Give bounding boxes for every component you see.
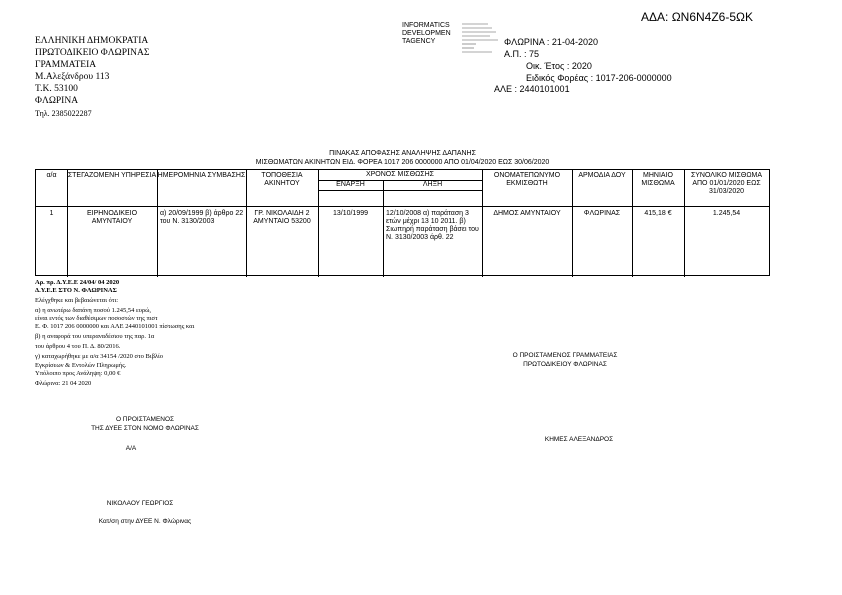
document-date: ΦΛΩΡΙΝΑ : 21-04-2020 xyxy=(504,37,598,47)
expense-table xyxy=(35,169,770,276)
col-header-total: ΣΥΝΟΛΙΚΟ ΜΙΣΘΩΜΑ ΑΠΟ 01/01/2020 ΕΩΣ 31/03/2020 xyxy=(690,172,763,195)
left-sig-title1: Ο ΠΡΟΙΣΤΑΜΕΝΟΣ xyxy=(115,416,175,423)
col-header-doy: ΑΡΜΟΔΙΑ ΔΟΥ xyxy=(578,172,626,179)
col-header-aa: α/α xyxy=(46,172,57,179)
protocol-number: Α.Π. : 75 xyxy=(504,49,540,59)
fiscal-year: Οικ. Έτος : 2020 xyxy=(526,61,592,71)
col-header-lessor: ΟΝΟΜΑΤΕΠΩΝΥΜΟ ΕΚΜΙΣΘΩΤΗ xyxy=(493,172,561,187)
row-doy: ΦΛΩΡΙΝΑΣ xyxy=(583,210,621,217)
col-header-location: ΤΟΠΟΘΕΣΙΑ ΑΚΙΝΗΤΟΥ xyxy=(261,172,303,187)
left-sig-title2: ΤΗΣ ΔΥΕΕ ΣΤΟΝ ΝΟΜΟ ΦΛΩΡΙΝΑΣ xyxy=(91,425,199,432)
digital-signature-line2: DEVELOPMEN xyxy=(402,30,451,37)
letterhead-republic: ΕΛΛΗΝΙΚΗ ΔΗΜΟΚΡΑΤΙΑ xyxy=(35,36,149,46)
note-b: β) η αναφορά του υπεραναδέσιου της παρ. 1α xyxy=(35,333,155,340)
col-header-duration: ΧΡΟΝΟΣ ΜΙΣΘΩΣΗΣ xyxy=(365,171,435,178)
row-start: 13/10/1999 xyxy=(332,210,369,217)
table-title: ΠΙΝΑΚΑΣ ΑΠΟΦΑΣΗΣ ΑΝΑΛΗΨΗΣ ΔΑΠΑΝΗΣ xyxy=(329,150,476,157)
note-date: Φλώρινα: 21 04 2020 xyxy=(35,380,92,387)
letterhead-postal-code: Τ.Κ. 53100 xyxy=(35,84,78,94)
digital-signature-stamp xyxy=(462,22,502,56)
right-sig-name: ΚΗΜΕΣ ΑΛΕΞΑΝΔΡΟΣ xyxy=(544,436,614,443)
note-b2: του άρθρου 4 του Π. Δ. 80/2016. xyxy=(35,343,121,350)
ale-code: ΑΛΕ : 2440101001 xyxy=(494,84,570,94)
note-a: α) η ανωτέρω δαπάνη ποσού 1.245,54 ευρώ, xyxy=(35,307,152,314)
left-sig-name: ΝΙΚΟΛΑΟΥ ΓΕΩΡΓΙΟΣ xyxy=(106,500,174,507)
row-lessor: ΔΗΜΟΣ ΑΜΥΝΤΑΙΟΥ xyxy=(493,210,561,217)
letterhead-court: ΠΡΩΤΟΔΙΚΕΙΟ ΦΛΩΡΙΝΑΣ xyxy=(35,48,150,58)
note-dyee: Δ.Υ.Ε.Ε ΣΤΟ Ν. ΦΛΩΡΙΝΑΣ xyxy=(35,287,117,294)
digital-signature-line3: TAGENCY xyxy=(402,38,436,45)
row-aa: 1 xyxy=(49,210,54,217)
row-rent: 415,18 € xyxy=(644,210,672,217)
left-sig-desc: Κατ/ση στην ΔΥΕΕ Ν. Φλώρινας xyxy=(98,518,192,525)
row-total: 1.245,54 xyxy=(712,210,741,217)
note-protocol: Αρ. πρ. Δ.Υ.Ε.Ε 24/04/ 04 2020 xyxy=(35,279,120,286)
letterhead-address: Μ.Αλεξάνδρου 113 xyxy=(35,72,110,82)
note-c: γ) καταχωρήθηκε με α/α 34154 /2020 στο Βιβλίο xyxy=(35,353,164,360)
col-header-contract-date: ΗΜΕΡΟΜΗΝΙΑ ΣΥΜΒΑΣΗΣ xyxy=(157,172,246,179)
ada-code: ΑΔΑ: ΩΝ6Ν4Ζ6-5ΩΚ xyxy=(641,10,753,24)
note-remaining: Υπόλοιπο προς Ανάληψη: 0,00 € xyxy=(35,370,121,377)
special-body: Ειδικός Φορέας : 1017-206-0000000 xyxy=(526,73,672,83)
col-header-end: ΛΗΞΗ xyxy=(422,181,443,188)
left-sig-aa: Α/Α xyxy=(125,445,137,452)
digital-signature-scribble xyxy=(462,22,502,56)
right-sig-title1: Ο ΠΡΟΙΣΤΑΜΕΝΟΣ ΓΡΑΜΜΑΤΕΙΑΣ xyxy=(512,352,618,359)
col-header-rent: ΜΗΝΙΑΙΟ ΜΙΣΘΩΜΑ xyxy=(641,172,675,187)
row-end: 12/10/2008 α) παράταση 3 ετών μέχρι 13 10 2011. β) Σιωπηρή παράταση βάσει του Ν. 3130/2003 άρθ. 22 xyxy=(386,210,479,241)
letterhead-secretariat: ΓΡΑΜΜΑΤΕΙΑ xyxy=(35,60,97,70)
note-c2: Εγκρίσεων & Εντολών Πληρωμής. xyxy=(35,362,127,369)
row-contract-date: α) 20/09/1999 β) άρθρο 22 του Ν. 3130/2003 xyxy=(160,210,244,225)
note-verified: Ελέγχθηκε και βεβαιώνεται ότι: xyxy=(35,297,119,304)
row-service: ΕΙΡΗΝΟΔΙΚΕΙΟ ΑΜΥΝΤΑΙΟΥ xyxy=(86,210,138,225)
col-header-service: ΣΤΕΓΑΖΟΜΕΝΗ ΥΠΗΡΕΣΙΑ xyxy=(67,172,157,179)
col-header-start: ΕΝΑΡΞΗ xyxy=(336,181,365,188)
right-sig-title2: ΠΡΩΤΟΔΙΚΕΙΟΥ ΦΛΩΡΙΝΑΣ xyxy=(523,361,607,368)
note-a3: Ε. Φ. 1017 206 0000000 και ΑΛΕ 2440101001 πίστωσης και xyxy=(35,323,195,330)
note-a2: είναι εντός των διαθέσιμων ποσοστών της πιστ xyxy=(35,315,158,322)
digital-signature-line1: INFORMATICS xyxy=(402,22,450,29)
table-subtitle: ΜΙΣΘΩΜΑΤΩΝ ΑΚΙΝΗΤΩΝ ΕΙΔ. ΦΟΡΕΑ 1017 206 0000000 ΑΠΟ 01/04/2020 ΕΩΣ 30/06/2020 xyxy=(255,159,550,166)
row-location: ΓΡ. ΝΙΚΟΛΑΙΔΗ 2 ΑΜΥΝΤΑΙΟ 53200 xyxy=(253,210,311,225)
letterhead-phone: Τηλ. 2385022287 xyxy=(35,109,92,118)
letterhead-city: ΦΛΩΡΙΝΑ xyxy=(35,96,79,106)
